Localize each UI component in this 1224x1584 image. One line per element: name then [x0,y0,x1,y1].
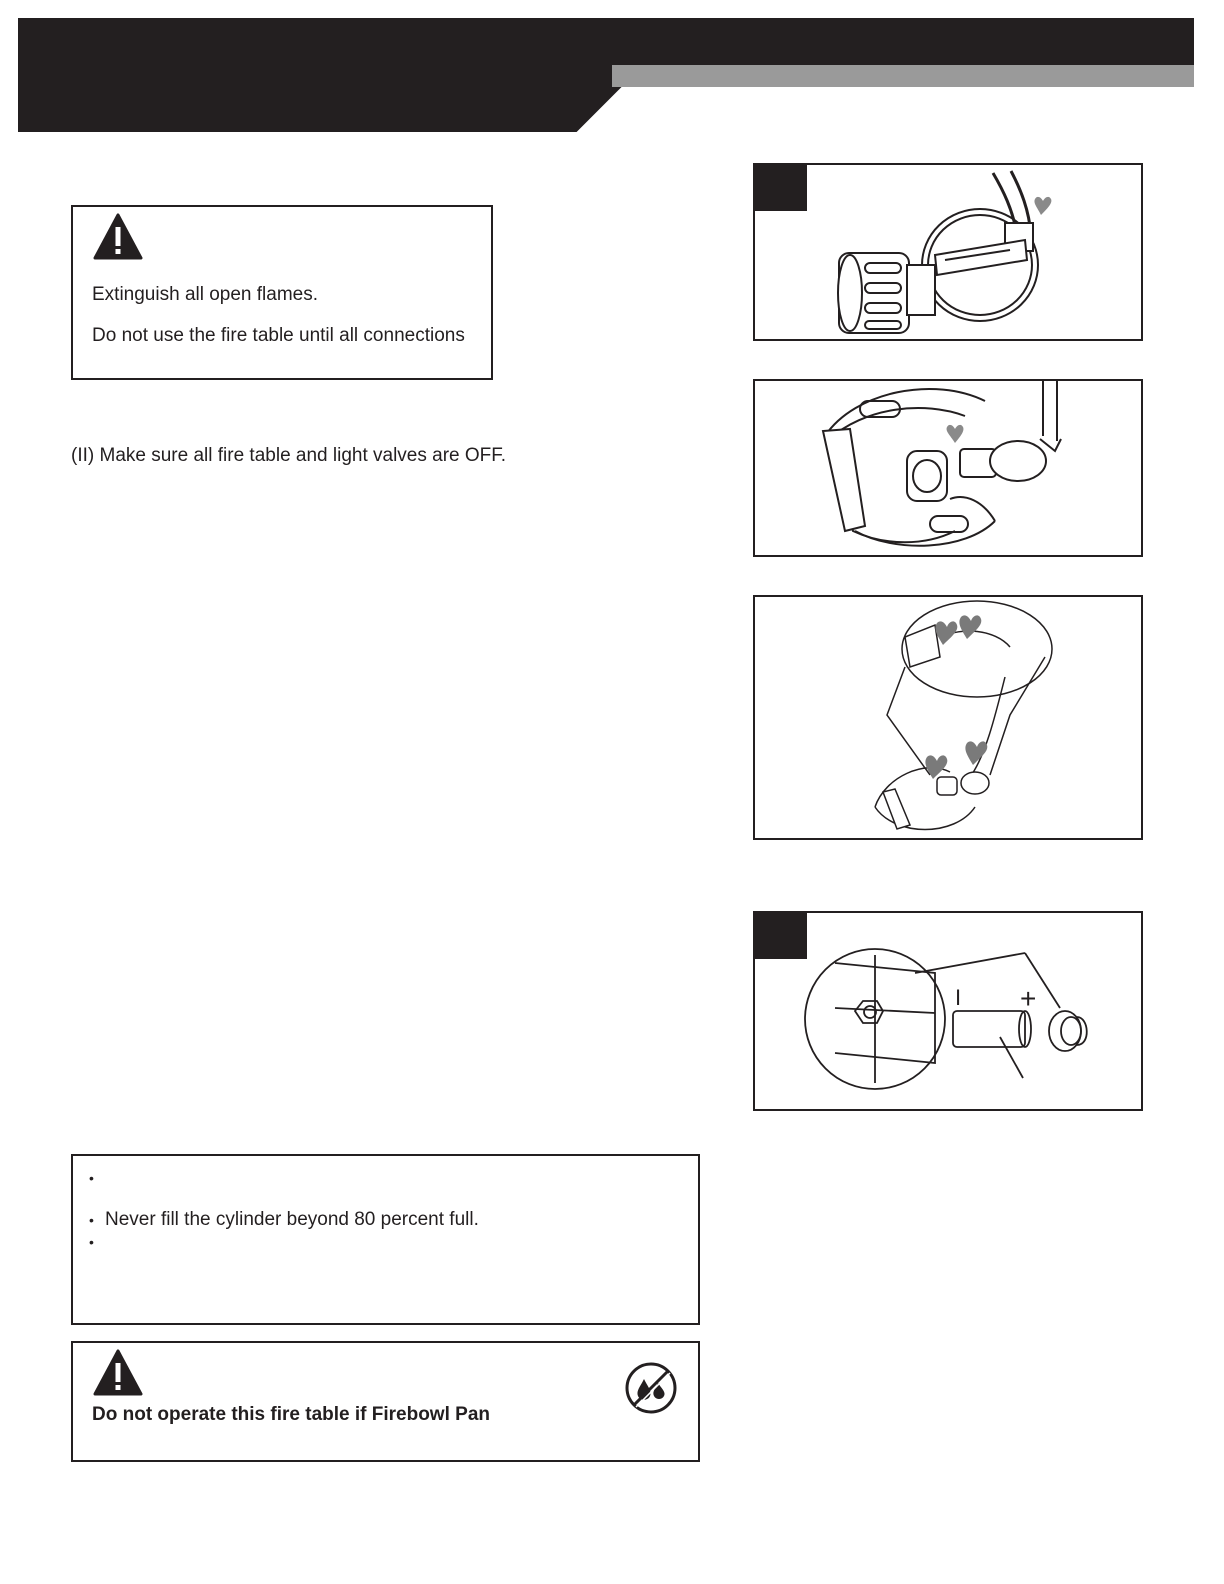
figure-regulator-connection [753,163,1143,341]
cylinder-valve-illustration [755,381,1141,555]
soap-drop-icon [947,425,964,443]
soap-drop-icon [1034,197,1051,215]
caution-box-cylinder [71,1154,700,1325]
step-valves-off: (II) Make sure all fire table and light valves are OFF. [71,445,507,466]
figure-battery-ignition [753,911,1143,1111]
battery-illustration [755,913,1141,1109]
figure-leak-test-points [753,595,1143,840]
positive-terminal-label: + [1020,983,1037,1014]
list-item: • [89,1170,94,1186]
warning-firebowl-text: Do not operate this fire table if Firebowl Pan [92,1404,490,1425]
header-accent-stripe [612,65,1194,87]
figure-number-badge [755,913,807,959]
list-item: • Never fill the cylinder beyond 80 percent full. [89,1209,479,1230]
warning-triangle-icon [93,1349,143,1397]
warning-line-connections: Do not use the fire table until all connections [92,325,465,346]
list-item: • [89,1234,94,1250]
figure-number-badge [755,165,807,211]
warning-triangle-icon [93,213,143,261]
warning-box-open-flames [71,205,493,380]
warning-line-extinguish: Extinguish all open flames. [92,284,319,305]
leak-test-illustration [755,597,1141,838]
figure-cylinder-valve [753,379,1143,557]
negative-terminal-label: I [955,985,962,1010]
no-water-icon [624,1361,678,1415]
warning-box-firebowl [71,1341,700,1462]
regulator-illustration [755,165,1141,339]
